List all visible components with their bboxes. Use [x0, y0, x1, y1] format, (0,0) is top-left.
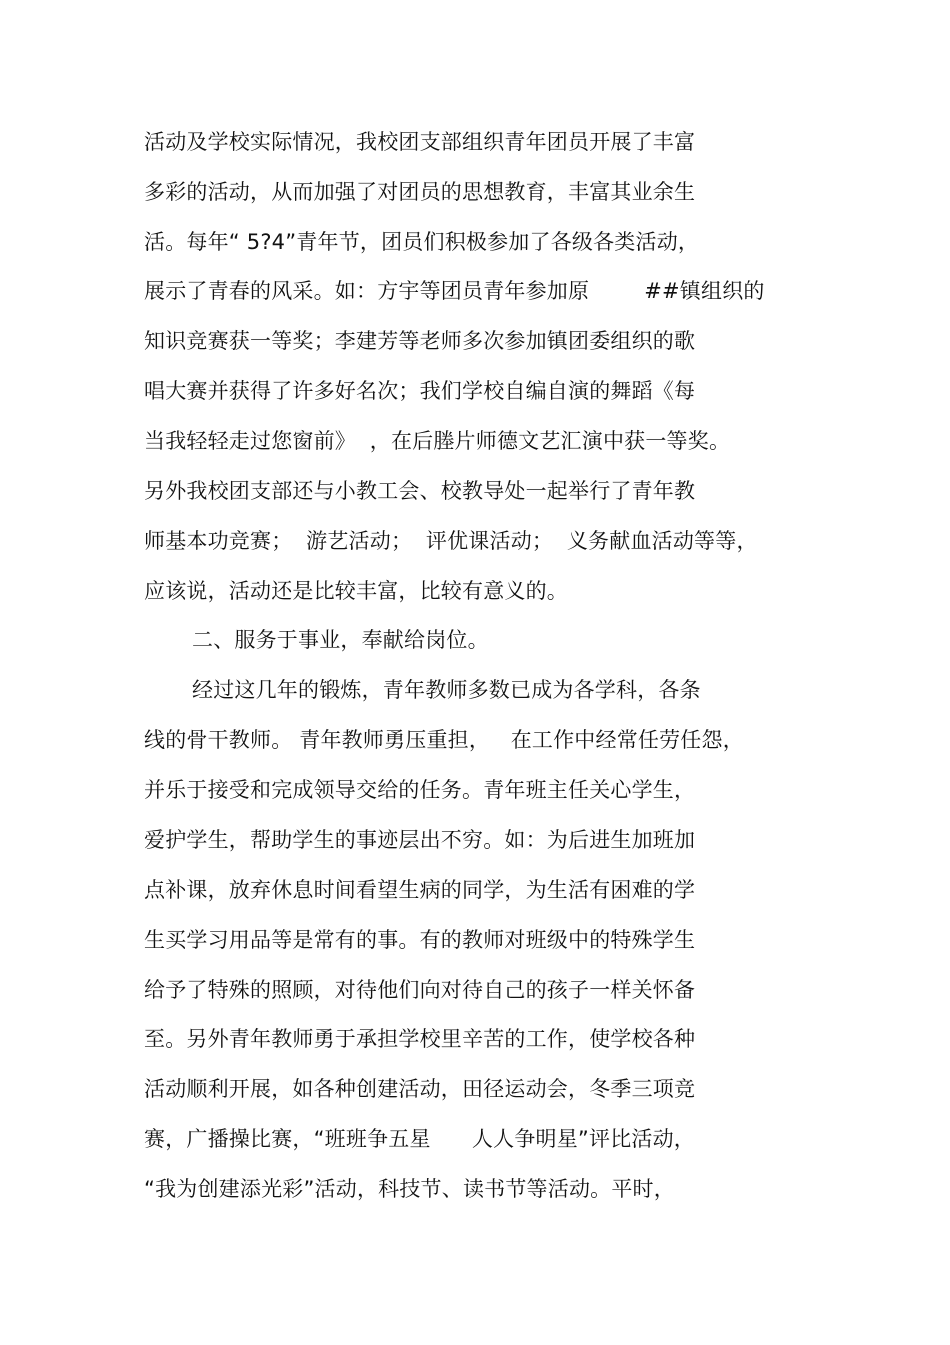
- text-line: 师基本功竞赛； 游艺活动； 评优课活动； 义务献血活动等等，: [144, 529, 758, 553]
- text-line: 赛，广播操比赛，“班班争五星 人人争明星”评比活动，: [144, 1127, 696, 1151]
- text-line: “我为创建添光彩”活动，科技节、读书节等活动。平时，: [144, 1177, 675, 1201]
- text-line: 并乐于接受和完成领导交给的任务。青年班主任关心学生，: [144, 778, 696, 802]
- text-line: 多彩的活动，从而加强了对团员的思想教育，丰富其业余生: [144, 180, 696, 204]
- text-line: 知识竞赛获一等奖；李建芳等老师多次参加镇团委组织的歌: [144, 329, 696, 353]
- text-line: 活动顺利开展，如各种创建活动，田径运动会，冬季三项竞: [144, 1077, 696, 1101]
- text-line: 活动及学校实际情况，我校团支部组织青年团员开展了丰富: [144, 130, 696, 154]
- text-line: 爱护学生，帮助学生的事迹层出不穷。如：为后进生加班加: [144, 828, 696, 852]
- section-heading: 二、服务于事业，奉献给岗位。: [192, 628, 489, 652]
- text-line: 展示了青春的风采。如：方宇等团员青年参加原 ##镇组织的: [144, 279, 765, 303]
- text-line: 当我轻轻走过您窗前》 ，在后塍片师德文艺汇演中获一等奖。: [144, 429, 731, 453]
- paragraph-first-line: 经过这几年的锻炼，青年教师多数已成为各学科，各条: [192, 678, 701, 702]
- text-line: 活。每年“ 5?4”青年节，团员们积极参加了各级各类活动，: [144, 230, 700, 254]
- text-line: 生买学习用品等是常有的事。有的教师对班级中的特殊学生: [144, 928, 696, 952]
- text-line: 应该说，活动还是比较丰富，比较有意义的。: [144, 579, 568, 603]
- text-line: 点补课，放弃休息时间看望生病的同学，为生活有困难的学: [144, 878, 696, 902]
- text-line: 线的骨干教师。 青年教师勇压重担， 在工作中经常任劳任怨，: [144, 728, 744, 752]
- text-line: 另外我校团支部还与小教工会、校教导处一起举行了青年教: [144, 479, 696, 503]
- text-line: 至。另外青年教师勇于承担学校里辛苦的工作，使学校各种: [144, 1027, 696, 1051]
- text-line: 给予了特殊的照顾，对待他们向对待自己的孩子一样关怀备: [144, 978, 696, 1002]
- text-line: 唱大赛并获得了许多好名次；我们学校自编自演的舞蹈《每: [144, 379, 696, 403]
